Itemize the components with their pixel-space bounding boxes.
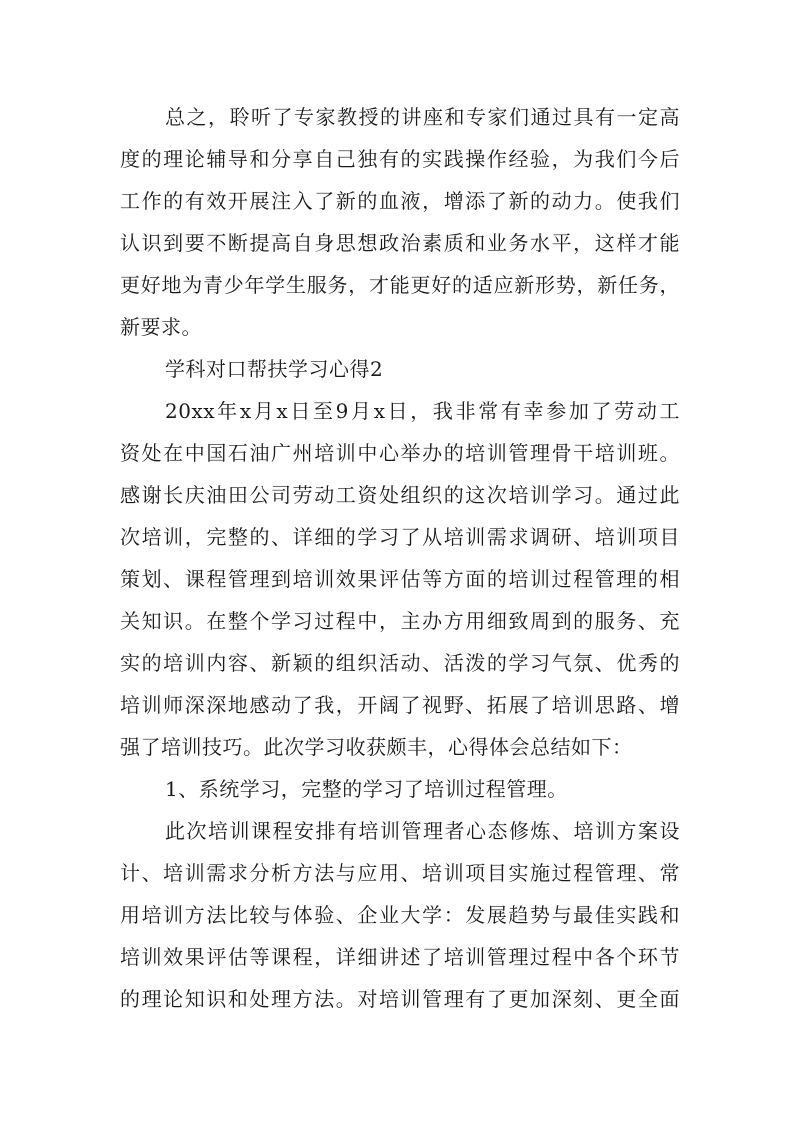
text-line: 新要求。 — [120, 315, 202, 339]
text-line: 的理论知识和处理方法。对培训管理有了更加深刻、更全面 — [120, 987, 680, 1011]
text-line: 用培训方法比较与体验、企业大学：发展趋势与最佳实践和 — [120, 903, 680, 927]
document-body — [120, 96, 680, 1020]
text-line: 强了培训技巧。此次学习收获颇丰，心得体会总结如下： — [120, 735, 633, 759]
text-line: 实的培训内容、新颖的组织活动、活泼的学习气氛、优秀的 — [120, 651, 680, 675]
text-line: 次培训，完整的、详细的学习了从培训需求调研、培训项目 — [120, 525, 680, 549]
text-line: 培训效果评估等课程，详细讲述了培训管理过程中各个环节 — [120, 945, 680, 969]
text-line: 感谢长庆油田公司劳动工资处组织的这次培训学习。通过此 — [120, 483, 680, 507]
text-line: 更好地为青少年学生服务，才能更好的适应新形势，新任务， — [120, 273, 680, 297]
text-line: 策划、课程管理到培训效果评估等方面的培训过程管理的相 — [120, 567, 680, 591]
text-line: 资处在中国石油广州培训中心举办的培训管理骨干培训班。 — [120, 441, 680, 465]
text-line: 此次培训课程安排有培训管理者心态修炼、培训方案设 — [165, 819, 680, 843]
text-line: 20xx年x月x日至9月x日，我非常有幸参加了劳动工 — [165, 399, 680, 423]
text-line: 计、培训需求分析方法与应用、培训项目实施过程管理、常 — [120, 861, 680, 885]
subsection-heading: 1、系统学习，完整的学习了培训过程管理。 — [165, 777, 568, 801]
text-line: 关知识。在整个学习过程中，主办方用细致周到的服务、充 — [120, 609, 680, 633]
text-line: 培训师深深地感动了我，开阔了视野、拓展了培训思路、增 — [120, 693, 680, 717]
text-line: 总之，聆听了专家教授的讲座和专家们通过具有一定高 — [165, 105, 680, 129]
text-line: 度的理论辅导和分享自己独有的实践操作经验，为我们今后 — [120, 147, 680, 171]
section-heading: 学科对口帮扶学习心得2 — [165, 357, 384, 381]
text-line: 认识到要不断提高自身思想政治素质和业务水平，这样才能 — [120, 231, 680, 255]
text-line: 工作的有效开展注入了新的血液，增添了新的动力。使我们 — [120, 189, 680, 213]
